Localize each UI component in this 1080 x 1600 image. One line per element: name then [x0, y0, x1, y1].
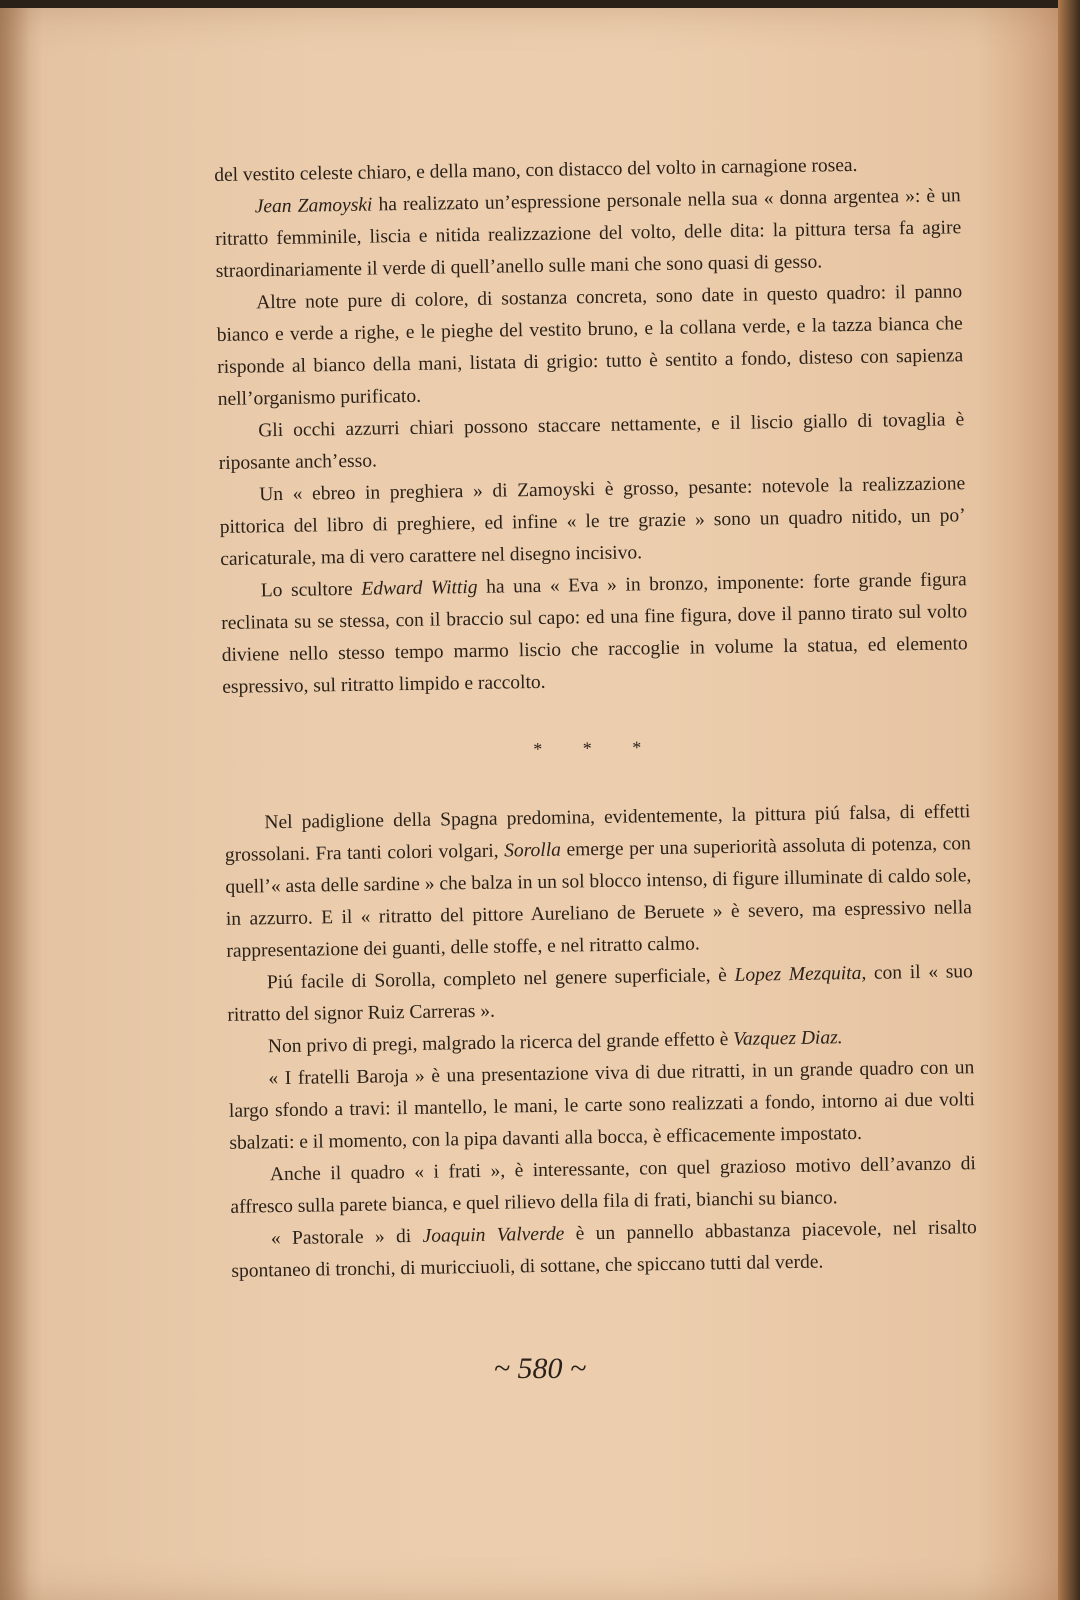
paragraph — [231, 1212, 978, 1288]
text-run: Gli occhi azzurri chiari possono staccare nettamente, e il liscio giallo di tovaglia è riposante anch’esso. — [218, 409, 965, 474]
section-separator: * * * — [533, 737, 660, 760]
text-run: Altre note pure di colore, di sostanza concreta, sono date in questo quadro: il panno bianco e verde a righe, e le pieghe del vestito bruno, e la collana verde, e la tazza bianca che risponde al bianco della mani, listata di grigio: tutto è sentito a fondo, disteso con sapienza nell’organismo purificato. — [216, 281, 964, 410]
paragraph — [224, 796, 972, 968]
text-run: Piú facile di Sorolla, completo nel genere superficiale, è — [266, 964, 735, 994]
text-run: Nel padiglione della Spagna predomina, evidentemente, la pittura piú falsa, di effetti grossolani. Fra tanti colori volgari, — [224, 801, 971, 866]
italic-name: Sorolla — [504, 839, 562, 862]
body-text — [214, 148, 978, 1288]
text-run: Lo scultore — [260, 578, 362, 602]
paragraph — [227, 956, 974, 1032]
paragraph — [230, 1148, 977, 1224]
paragraph — [221, 564, 969, 704]
text-run: è un pannello abbastanza piacevole, nel risalto spontaneo di tronchi, di muricciuoli, di sottane, che spiccano tutti dal verde. — [231, 1217, 978, 1282]
italic-name: Edward Wittig — [361, 576, 478, 600]
text-run: Anche il quadro « i frati », è interessante, con quel grazioso motivo dell’avanzo di affresco sulla parete bianca, e quel rilievo della fila di frati, bianchi su bianco. — [230, 1153, 977, 1218]
text-run: con il « suo ritratto del signor Ruiz Carreras ». — [227, 961, 973, 1026]
paragraphs-bottom — [224, 796, 977, 1288]
italic-name: Joaquin Valverde — [422, 1223, 565, 1247]
italic-name: Vazquez Diaz. — [732, 1027, 843, 1050]
text-run: ha realizzato un’espressione personale nella sua « donna argentea »: è un ritratto femminile, liscia e nitida realizzazione del volto, delle dita: la pittura tersa fa agire straordinariamente il verde di quell’anello sulle mani che sono quasi di gesso. — [215, 185, 962, 282]
text-run: ha una « Eva » in bronzo, imponente: forte grande figura reclinata su se stessa, con il braccio sul capo: ed una fine figura, dove il panno tirato sul volto diviene nello stesso tempo marmo liscio che raccoglie in volume la statua, ed elemento espressivo, sul ritratto limpido e raccolto. — [221, 569, 968, 698]
italic-name: Jean Zamoyski — [254, 194, 373, 218]
italic-name: Lopez Mezquita, — [734, 962, 867, 986]
paragraph — [219, 468, 966, 576]
text-run: Non privo di pregi, malgrado la ricerca del grande effetto è — [267, 1028, 734, 1058]
paragraph — [218, 404, 965, 480]
paragraphs-top — [214, 148, 968, 704]
page-number: ~ 580 ~ — [493, 1352, 587, 1385]
paragraph — [228, 1052, 975, 1160]
paragraph — [215, 180, 962, 288]
text-run: Un « ebreo in preghiera » di Zamoyski è grosso, pesante: notevole la realizzazione pittorica del libro di preghiere, ed infine « le tre grazie » sono un quadro nitido, un po’ caricaturale, ma di vero carattere nel disegno incisivo. — [219, 473, 966, 570]
text-run: « Pastorale » di — [270, 1225, 423, 1250]
text-run: « I fratelli Baroja » è una presentazione viva di due ritratti, in un grande quadro con un largo sfondo a travi: il mantello, le mani, le carte sono realizzati a fondo, intorno ai due volti sbalzati: e il momento, con la pipa davanti alla bocca, è efficacemente impostato. — [228, 1057, 976, 1154]
text-run: del vestito celeste chiaro, e della mano, con distacco del volto in carnagione rosea. — [214, 154, 858, 186]
paragraph — [216, 276, 964, 416]
text-run: emerge per una superiorità assoluta di potenza, con quell’« asta delle sardine » che balza in un sol blocco intenso, di figure illuminate di caldo sole, in azzurro. E il « ritratto del pittore Aureliano de Beruete » è severo, ma espressivo nella rappresentazione dei guanti, delle stoffe, e nel ritratto calmo. — [225, 833, 973, 962]
